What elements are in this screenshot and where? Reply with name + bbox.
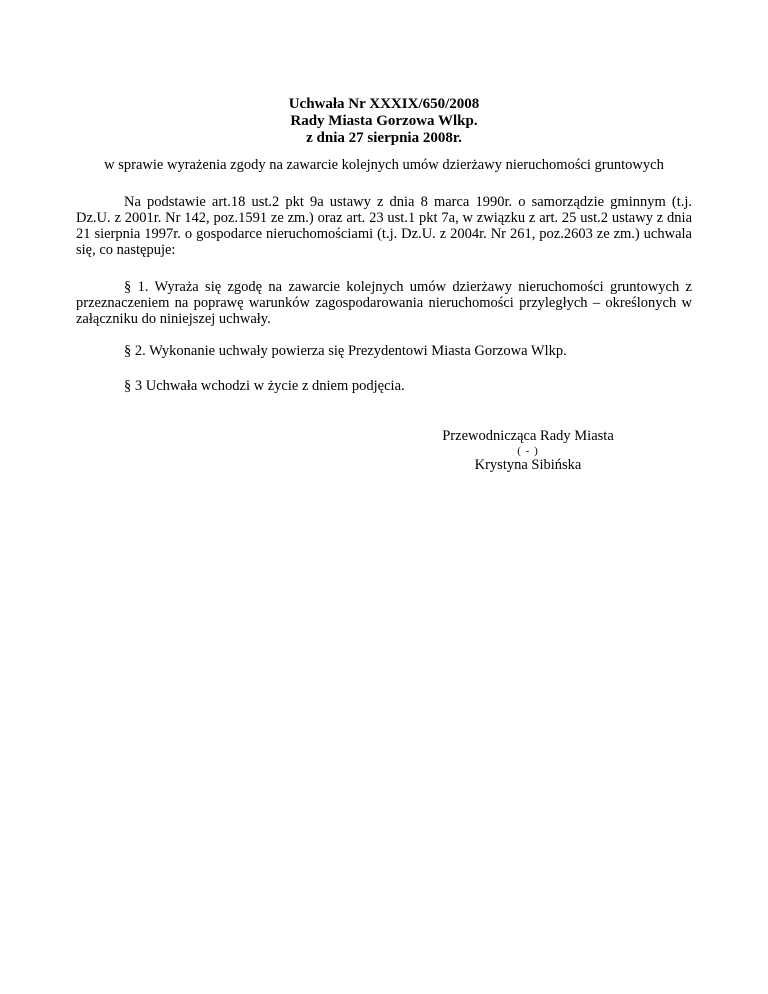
signature-mark: ( - ) — [517, 445, 539, 457]
signature-block — [413, 428, 643, 474]
resolution-subject: w sprawie wyrażenia zgody na zawarcie kolejnych umów dzierżawy nieruchomości gruntowych — [104, 157, 664, 173]
section-1-paragraph: § 1. Wyraża się zgodę na zawarcie kolejnych umów dzierżawy nieruchomości gruntowych z przeznaczeniem na poprawę warunków zagospodarowania nieruchomości przyległych – określonych w załączniku do niniejszej uchwały. — [76, 279, 692, 327]
resolution-number: Uchwała Nr XXXIX/650/2008 — [288, 96, 480, 112]
signatory-title: Przewodnicząca Rady Miasta — [442, 428, 614, 444]
legal-basis-paragraph: Na podstawie art.18 ust.2 pkt 9a ustawy z dnia 8 marca 1990r. o samorządzie gminnym (t.j. Dz.U. z 2001r. Nr 142, poz.1591 ze zm.) oraz art. 23 ust.1 pkt 7a, w związku z art. 25 ust.2 ustawy z dnia 21 sierpnia 1997r. o gospodarce nieruchomościami (t.j. Dz.U. z 2004r. Nr 261, poz.2603 ze zm.) uchwala się, co następuje: — [76, 194, 692, 258]
section-3-paragraph: § 3 Uchwała wchodzi w życie z dniem podjęcia. — [124, 378, 405, 394]
resolution-header — [0, 96, 768, 147]
council-name: Rady Miasta Gorzowa Wlkp. — [290, 113, 478, 129]
resolution-date: z dnia 27 sierpnia 2008r. — [306, 130, 462, 146]
signatory-name: Krystyna Sibińska — [474, 457, 582, 473]
section-2-paragraph: § 2. Wykonanie uchwały powierza się Prezydentowi Miasta Gorzowa Wlkp. — [124, 343, 567, 359]
